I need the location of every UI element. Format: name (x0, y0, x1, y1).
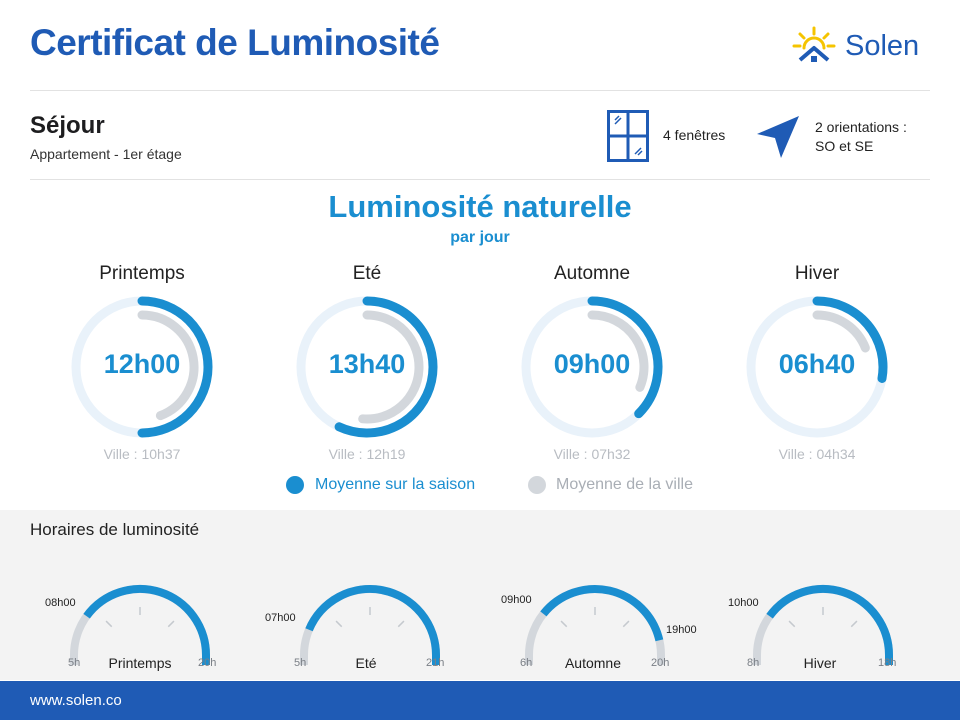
legend-season-label: Moyenne sur la saison (315, 476, 476, 493)
orientation-line-2: SO et SE (815, 138, 874, 154)
season-daylight-value: 06h40 (778, 349, 856, 379)
gauge-tick (336, 621, 342, 627)
city-average-value: Ville : 10h37 (103, 446, 181, 462)
schedule-title: Horaires de luminosité (30, 520, 200, 539)
gauge-tick (168, 621, 174, 627)
divider (30, 90, 930, 91)
season-daylight-value: 12h00 (103, 349, 181, 379)
gauge-track (74, 589, 206, 665)
window-icon (607, 110, 649, 162)
navigation-arrow-icon (755, 114, 801, 160)
gauge-tick (561, 621, 567, 627)
footer-link[interactable]: www.solen.co (30, 692, 122, 709)
brand-name: Solen (845, 30, 920, 62)
gauge-track (304, 589, 436, 665)
gauge-season-label: Eté (355, 655, 377, 671)
orientation-info (815, 118, 935, 156)
gauge-tick (398, 621, 404, 627)
gauge-tick (789, 621, 795, 627)
divider (30, 179, 930, 180)
gauge-start-time: 07h00 (265, 612, 296, 624)
gauge-min-hour: 5h (294, 657, 307, 669)
season-label-hiver: Hiver (794, 263, 840, 284)
season-label-ete: Eté (352, 263, 382, 284)
gauge-track (757, 589, 889, 665)
gauge-daylight-arc (770, 589, 889, 665)
gauge-end-time: 19h00 (666, 624, 697, 636)
room-subtitle: Appartement - 1er étage (30, 146, 182, 162)
legend-dot-season (286, 476, 304, 494)
gauge-tick (106, 621, 112, 627)
gauge-start-time: 10h00 (728, 597, 759, 609)
section-title: Luminosité naturelle (328, 189, 632, 224)
season-label-automne: Automne (553, 263, 631, 284)
room-name: Séjour (30, 112, 105, 139)
gauge-season-label: Printemps (108, 655, 172, 671)
gauge-max-hour: 20h (198, 657, 217, 669)
gauge-season-label: Hiver (803, 655, 837, 671)
gauge-season-label: Automne (564, 655, 622, 671)
sun-house-icon (794, 28, 834, 48)
page-title: Certificat de Luminosité (30, 22, 440, 63)
gauge-min-hour: 5h (68, 657, 81, 669)
gauge-min-hour: 6h (520, 657, 533, 669)
season-daylight-value: 13h40 (328, 349, 406, 379)
legend-city-label: Moyenne de la ville (556, 476, 693, 493)
gauge-start-time: 08h00 (45, 597, 76, 609)
footer-bar (0, 681, 960, 720)
gauge-max-hour: 21h (426, 657, 445, 669)
city-average-value: Ville : 07h32 (553, 446, 631, 462)
orientation-line-1: 2 orientations : (815, 119, 907, 135)
section-subtitle: par jour (450, 229, 510, 246)
gauge-start-time: 09h00 (501, 594, 532, 606)
season-label-printemps: Printemps (99, 263, 185, 284)
gauge-daylight-arc (543, 589, 659, 640)
legend-dot-city (528, 476, 546, 494)
gauge-min-hour: 8h (747, 657, 760, 669)
city-average-value: Ville : 04h34 (778, 446, 856, 462)
gauge-daylight-arc (309, 589, 436, 665)
city-average-value: Ville : 12h19 (328, 446, 406, 462)
gauge-max-hour: 20h (651, 657, 670, 669)
gauge-max-hour: 18h (878, 657, 897, 669)
gauge-track (529, 589, 661, 665)
season-daylight-value: 09h00 (553, 349, 631, 379)
gauge-daylight-arc (87, 589, 206, 665)
gauge-tick (851, 621, 857, 627)
windows-count: 4 fenêtres (663, 127, 726, 143)
gauge-tick (623, 621, 629, 627)
